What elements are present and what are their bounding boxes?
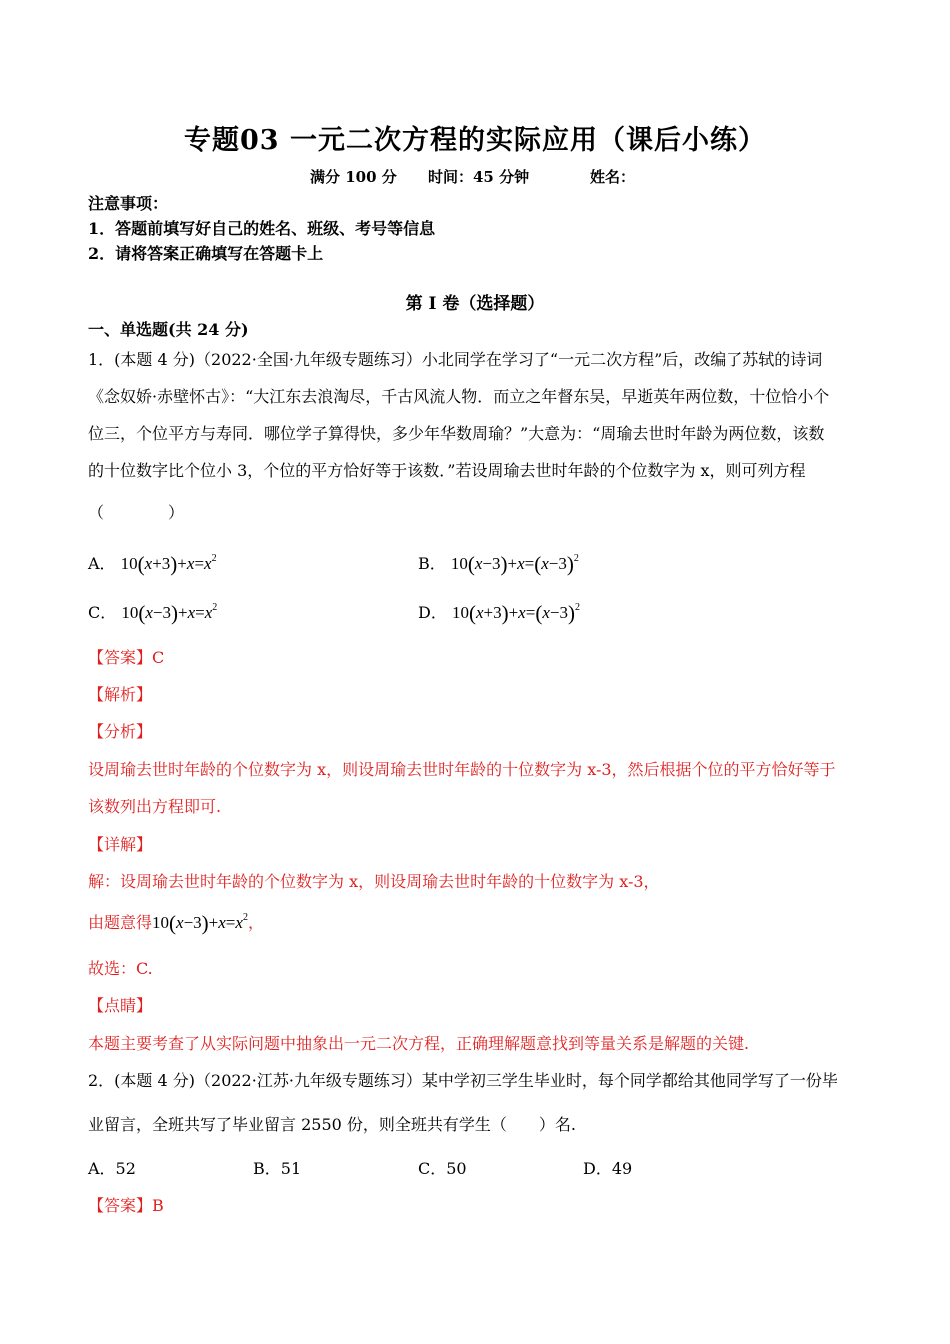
fenxi-tag: 【分析】: [88, 722, 153, 741]
detail-formula: $10(x-3)+x=x^2$: [152, 911, 248, 935]
detail-line: 由题意得: [88, 913, 153, 932]
fenxi-line: 该数列出方程即可.: [88, 797, 222, 816]
analysis-tag: 【解析】: [88, 685, 153, 704]
option-a-formula: $10(x+3)+x=x^2$: [120, 552, 217, 576]
detail-tag: 【详解】: [88, 835, 153, 854]
option-letter: A．: [88, 554, 116, 573]
section-title: 第 I 卷（选择题）: [405, 294, 545, 314]
detail-equation-line: [88, 910, 264, 936]
option-b-formula: $10(x-3)+x=(x-3)^2$: [450, 552, 579, 576]
question-2-line: 业留言，全班共写了毕业留言 2550 份，则全班共有学生（ ）名.: [88, 1115, 576, 1134]
name-label: 姓名：: [590, 168, 636, 186]
q2-option-d: D．49: [583, 1159, 633, 1178]
answer-label: 【答案】C: [88, 648, 165, 667]
option-c: [88, 600, 217, 626]
note-item: 2．请将答案正确填写在答题卡上: [88, 244, 324, 263]
q2-answer-label: 【答案】B: [88, 1196, 164, 1215]
option-b: [418, 551, 579, 577]
fenxi-line: 设周瑜去世时年龄的个位数字为 x，则设周瑜去世时年龄的十位数字为 x-3，然后根据个位的平方恰好等于: [88, 760, 836, 779]
question-1-line: 位三，个位平方与寿同．哪位学子算得快，多少年华数周瑜？”大意为：“周瑜去世时年龄为两位数，该数: [88, 424, 825, 443]
q2-option-b: B．51: [253, 1159, 302, 1178]
note-item: 1．答题前填写好自己的姓名、班级、考号等信息: [88, 219, 436, 238]
question-1-line: 的十位数字比个位小 3，个位的平方恰好等于该数．”若设周瑜去世时年龄的个位数字为 x，则可列方程: [88, 461, 806, 480]
detail-line: 故选：C.: [88, 959, 153, 978]
option-letter: D．: [418, 603, 447, 622]
option-letter: C．: [88, 603, 117, 622]
time-limit: 时间：45 分钟: [428, 168, 530, 186]
option-letter: B．: [418, 554, 446, 573]
answer-blank: （ ）: [88, 503, 185, 522]
question-2-line: 2．(本题 4 分)（2022·江苏·九年级专题练习）某中学初三学生毕业时，每个同学都给其他同学写了一份毕: [88, 1071, 838, 1090]
section-subtitle: 一、单选题(共 24 分): [88, 320, 249, 339]
detail-comma: ，: [247, 913, 264, 932]
option-d: [418, 600, 580, 626]
remark-tag: 【点睛】: [88, 996, 153, 1015]
full-score: 满分 100 分: [310, 168, 397, 186]
q2-option-c: C．50: [418, 1159, 467, 1178]
remark-line: 本题主要考查了从实际问题中抽象出一元二次方程，正确理解题意找到等量关系是解题的关键.: [88, 1034, 750, 1053]
option-a: [88, 551, 217, 577]
option-c-formula: $10(x-3)+x=x^2$: [121, 601, 218, 625]
notes-heading: 注意事项：: [88, 194, 169, 213]
option-d-formula: $10(x+3)+x=(x-3)^2$: [451, 601, 580, 625]
q2-option-a: A．52: [88, 1159, 136, 1178]
detail-line: 解：设周瑜去世时年龄的个位数字为 x，则设周瑜去世时年龄的十位数字为 x-3，: [88, 872, 660, 891]
page-title: 专题03 一元二次方程的实际应用（课后小练）: [184, 125, 766, 156]
question-1-line: 《念奴娇·赤壁怀古》：“大江东去浪淘尽，千古风流人物．而立之年督东吴，早逝英年两位数，十位恰小个: [88, 387, 830, 406]
question-1-line: 1．(本题 4 分)（2022·全国·九年级专题练习）小北同学在学习了“一元二次方程”后，改编了苏轼的诗词: [88, 350, 823, 369]
